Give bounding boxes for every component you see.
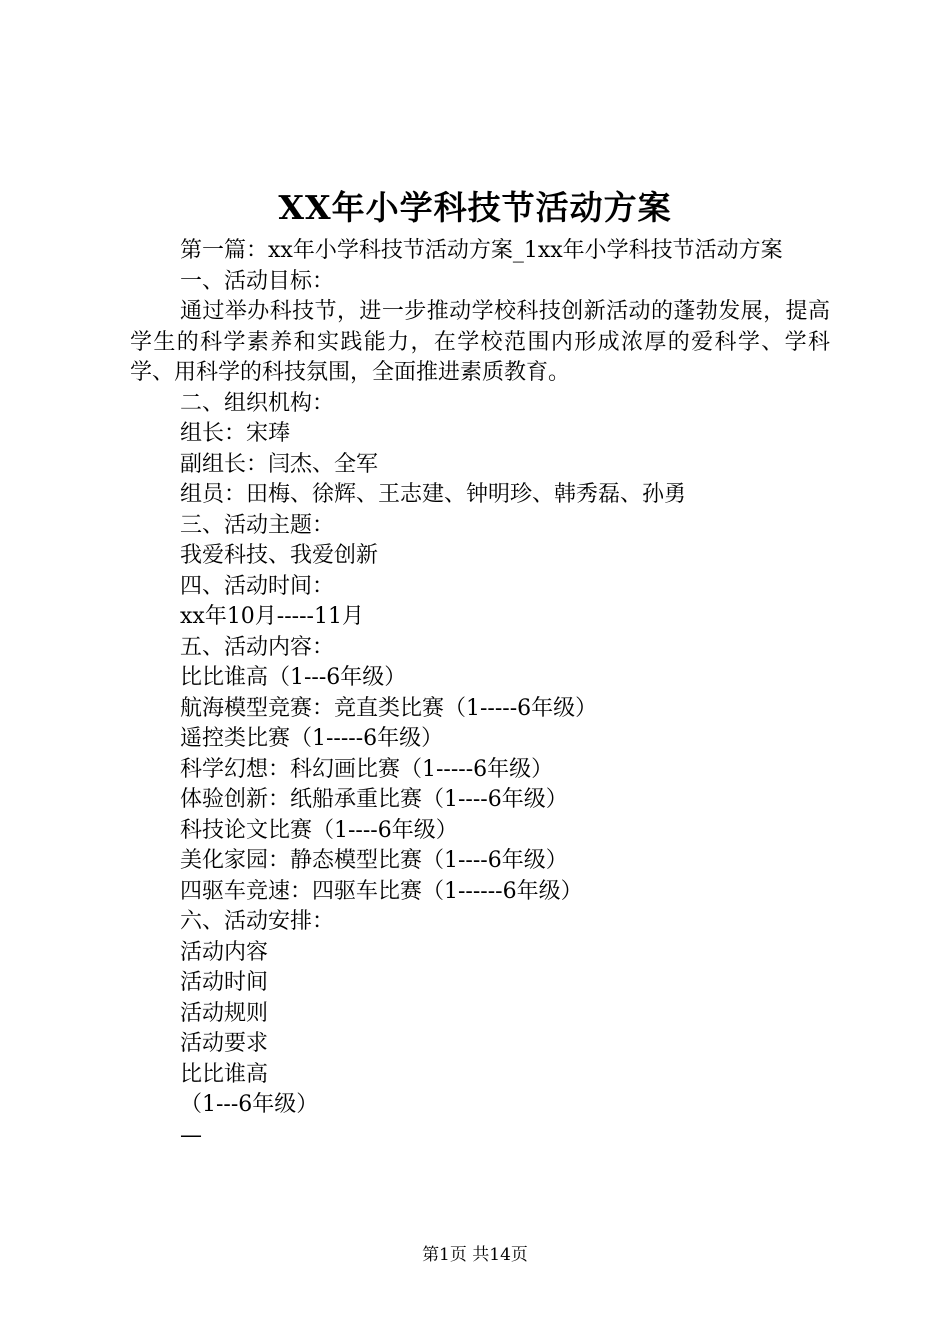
table-cell-grade-range: （1---6年级） (180, 1092, 319, 1117)
team-leader-line: 组长：宋琫 (180, 421, 291, 446)
list-item: 遥控类比赛（1-----6年级） (180, 726, 444, 751)
table-header-content: 活动内容 (180, 939, 269, 965)
paragraph-activity-goal: 通过举办科技节，进一步推动学校科技创新活动的蓬勃发展，提高学生的科学素养和实践能力，在学校范围内形成浓厚的爱科学、学科学、用科学的科技氛围，全面推进素质教育。 (130, 299, 830, 385)
heading-activity-theme: 三、活动主题： (180, 512, 335, 538)
team-members-line: 组员：田梅、徐辉、王志建、钟明珍、韩秀磊、孙勇 (180, 482, 687, 507)
list-item: 四驱车竞速：四驱车比赛（1------6年级） (180, 878, 583, 904)
table-cell-dash: — (180, 1122, 202, 1148)
list-item: 体验创新：纸船承重比赛（1----6年级） (180, 787, 568, 812)
list-item: 航海模型竞赛：竞直类比赛（1-----6年级） (180, 695, 598, 721)
document-title: XX年小学科技节活动方案 (278, 188, 672, 227)
heading-activity-time: 四、活动时间： (180, 573, 335, 599)
activity-theme-text: 我爱科技、我爱创新 (180, 543, 379, 568)
heading-activity-arrangement: 六、活动安排： (180, 909, 335, 934)
table-header-time: 活动时间 (180, 970, 269, 995)
table-header-rules: 活动规则 (180, 1000, 269, 1026)
list-item: 科技论文比赛（1----6年级） (180, 817, 458, 843)
section-heading-first-article: 第一篇：xx年小学科技节活动方案_1xx年小学科技节活动方案 (180, 238, 783, 263)
deputy-leader-line: 副组长：闫杰、全军 (180, 451, 379, 477)
heading-activity-content: 五、活动内容： (180, 634, 335, 660)
heading-activity-goal: 一、活动目标： (180, 268, 335, 294)
heading-organization: 二、组织机构： (180, 390, 335, 416)
table-cell-activity-name: 比比谁高 (180, 1061, 269, 1087)
list-item: 比比谁高（1---6年级） (180, 665, 407, 690)
table-header-requirements: 活动要求 (180, 1031, 269, 1056)
list-item: 科学幻想：科幻画比赛（1-----6年级） (180, 756, 554, 782)
page-footer: 第1页 共14页 (422, 1245, 528, 1265)
document-body (130, 236, 830, 1151)
activity-time-text: xx年10月-----11月 (180, 604, 364, 629)
list-item: 美化家园：静态模型比赛（1----6年级） (180, 848, 568, 873)
